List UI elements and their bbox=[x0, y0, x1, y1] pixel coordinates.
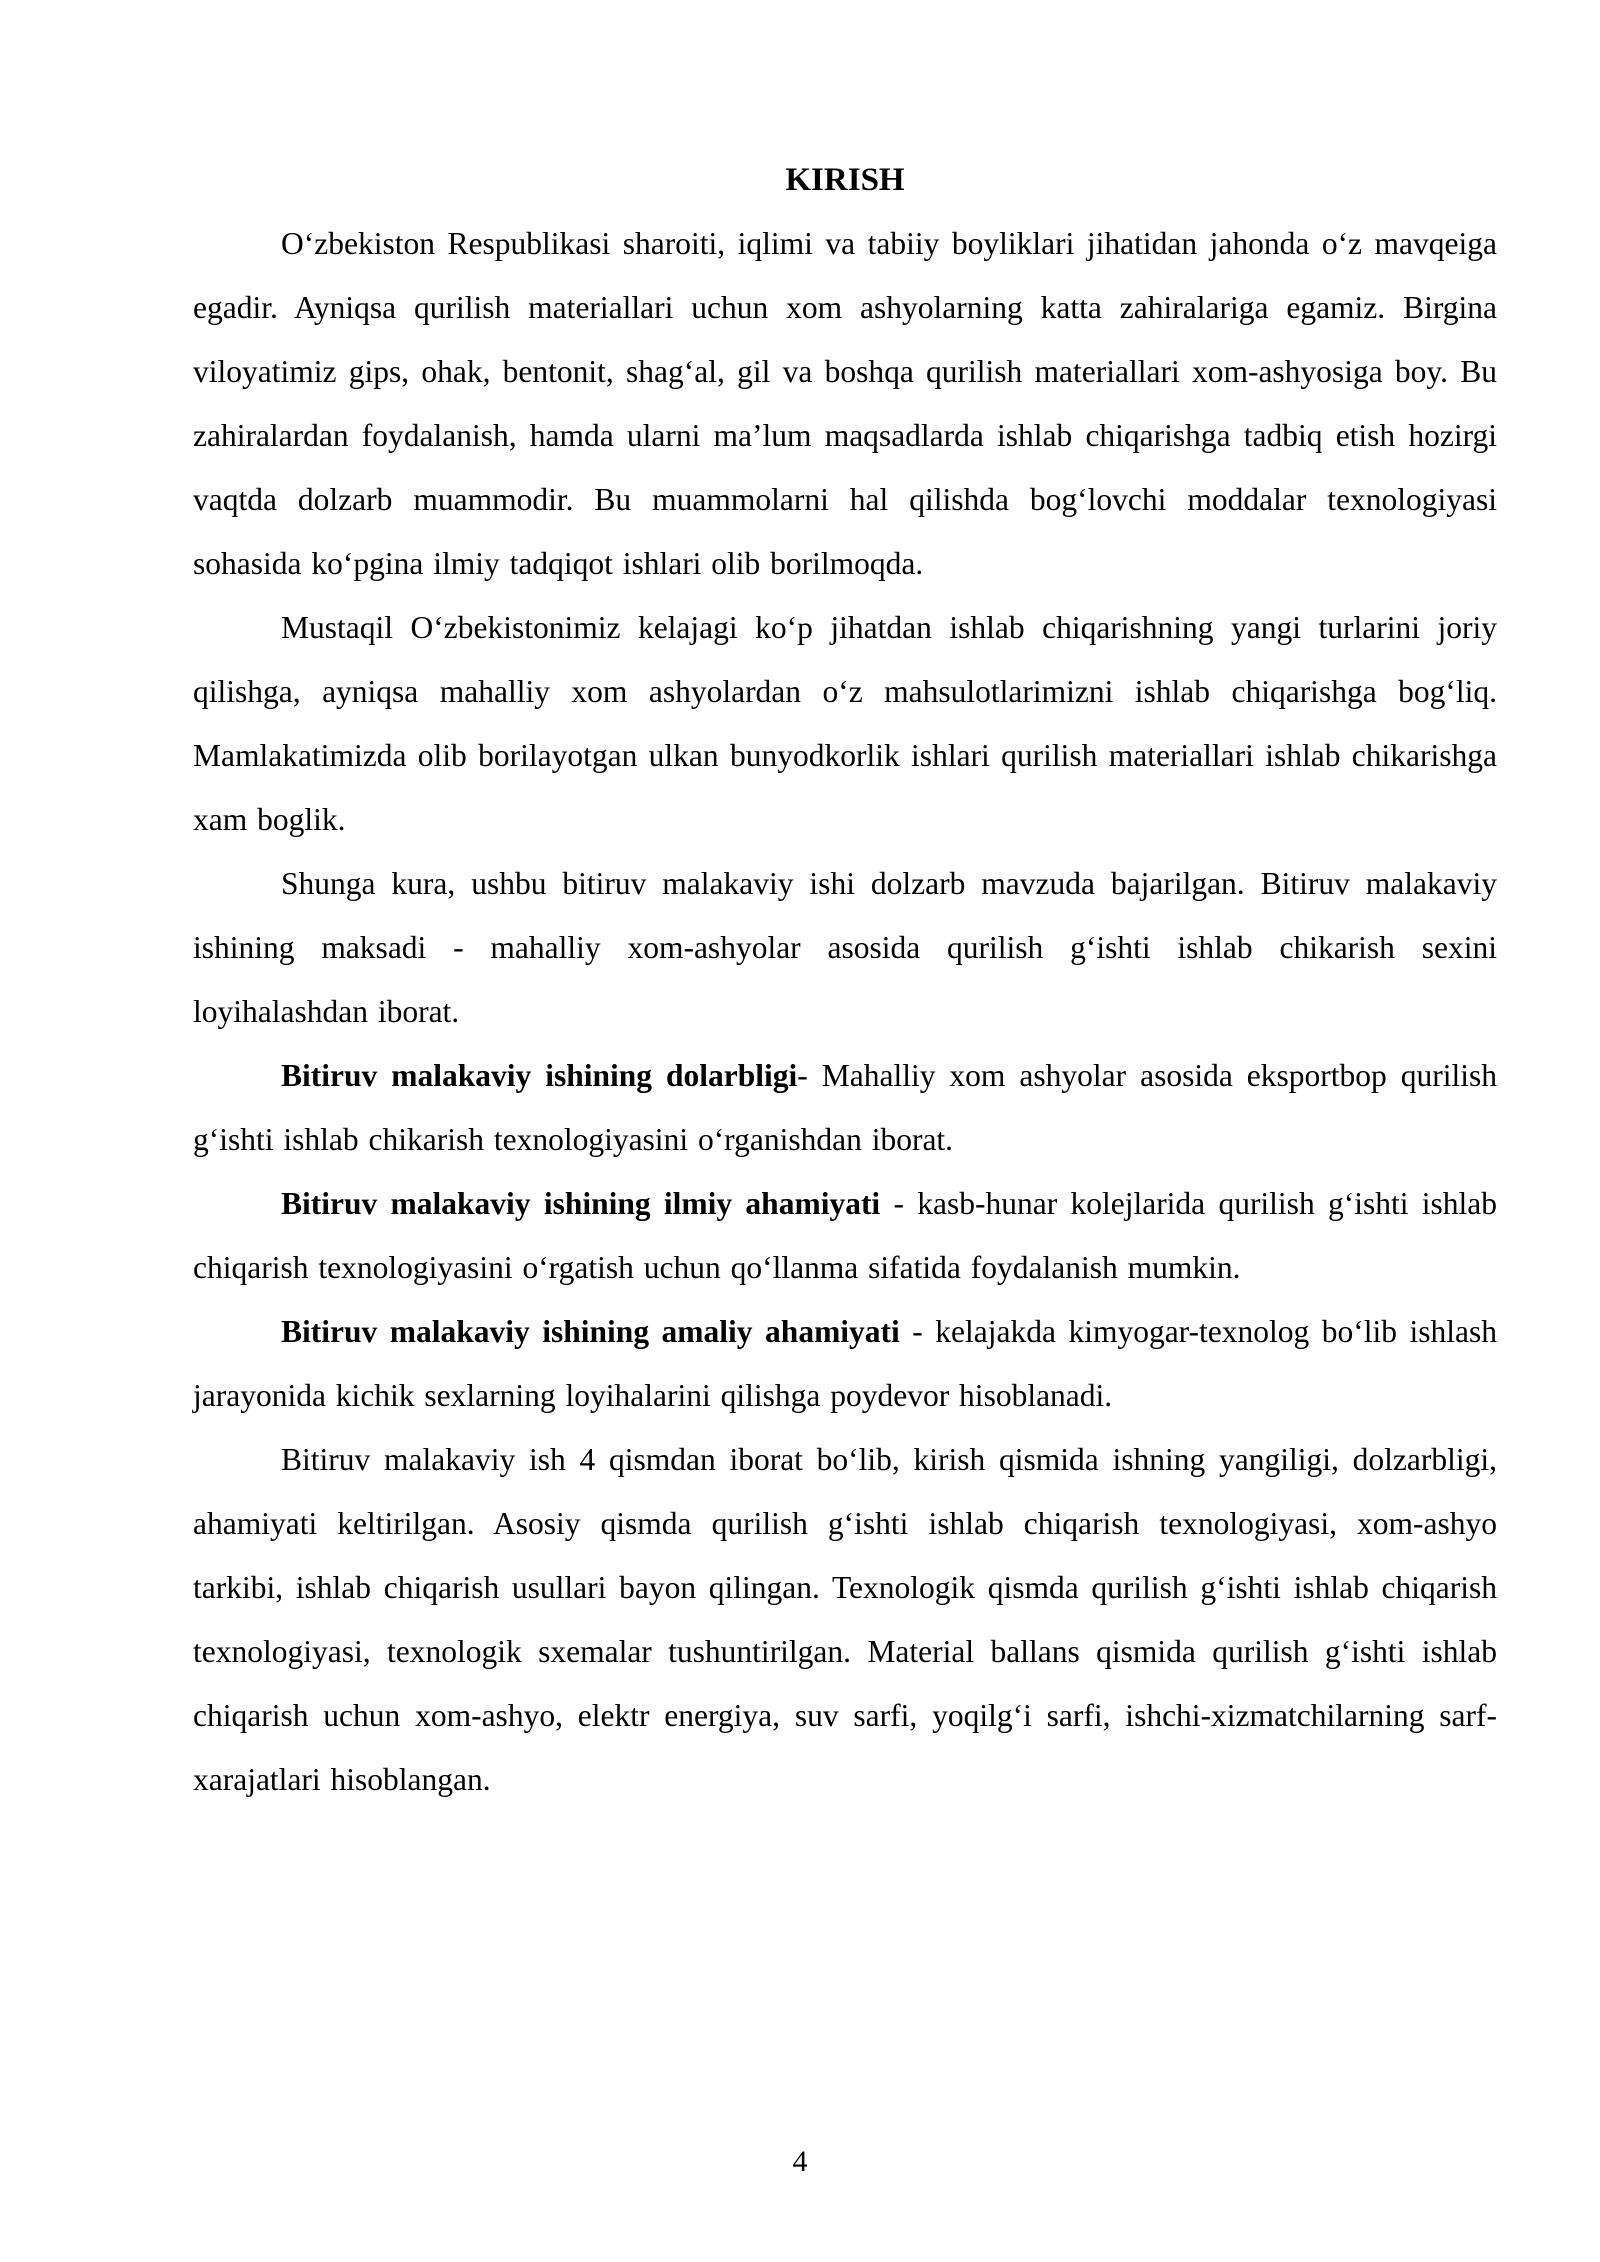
paragraph: Bitiruv malakaviy ish 4 qismdan iborat boʻlib, kirish qismida ishning yangiligi, dolzarbligi, ahamiyati keltirilgan. Asosiy qismda qurilish gʻishti ishlab chiqarish texnologiyasi, xom-ashyo tarkibi, ishlab chiqarish usullari bayon qilingan. Texnologik qismda qurilish gʻishti ishlab chiqarish texnologiyasi, texnologik sxemalar tushuntirilgan. Material ballans qismida qurilish gʻishti ishlab chiqarish uchun xom-ashyo, elektr energiya, suv sarfi, yoqilgʻi sarfi, ishchi-xizmatchilarning sarf-xarajatlari hisoblangan. bbox=[193, 1442, 1497, 1797]
paragraph-bold-lead: Bitiruv malakaviy ishining ilmiy ahamiyati bbox=[281, 1186, 881, 1221]
page-title: KIRISH bbox=[785, 162, 905, 198]
paragraph bbox=[193, 1044, 1497, 1172]
paragraph-text: - kelajakda kimyogar-texnolog boʻlib ishlash jarayonida kichik sexlarning loyihalarini qilishga poydevor hisoblanadi. bbox=[193, 1314, 1497, 1413]
paragraph: Mustaqil Oʻzbekistonimiz kelajagi koʻp jihatdan ishlab chiqarishning yangi turlarini joriy qilishga, ayniqsa mahalliy xom ashyolardan oʻz mahsulotlarimizni ishlab chiqarishga bogʻliq. Mamlakatimizda olib borilayotgan ulkan bunyodkorlik ishlari qurilish materiallari ishlab chikarishga xam boglik. bbox=[193, 610, 1497, 837]
paragraph-bold-lead: Bitiruv malakaviy ishining dolarbligi bbox=[281, 1058, 798, 1093]
paragraph-text: - Mahalliy xom ashyolar asosida eksportbop qurilish gʻishti ishlab chikarish texnologiyasini oʻrganishdan iborat. bbox=[193, 1058, 1497, 1157]
paragraph-bold-lead: Bitiruv malakaviy ishining amaliy ahamiyati bbox=[281, 1314, 900, 1349]
paragraph: Oʻzbekiston Respublikasi sharoiti, iqlimi va tabiiy boyliklari jihatidan jahonda oʻz mavqeiga egadir. Ayniqsa qurilish materiallari uchun xom ashyolarning katta zahiralariga egamiz. Birgina viloyatimiz gips, ohak, bentonit, shagʻal, gil va boshqa qurilish materiallari xom-ashyosiga boy. Bu zahiralardan foydalanish, hamda ularni ma’lum maqsadlarda ishlab chiqarishga tadbiq etish hozirgi vaqtda dolzarb muammodir. Bu muammolarni hal qilishda bogʻlovchi moddalar texnologiyasi sohasida koʻpgina ilmiy tadqiqot ishlari olib borilmoqda. bbox=[193, 226, 1497, 581]
paragraph-text: - kasb-hunar kolejlarida qurilish gʻishti ishlab chiqarish texnologiyasini oʻrgatish uchun qoʻllanma sifatida foydalanish mumkin. bbox=[193, 1186, 1497, 1285]
paragraph: Shunga kura, ushbu bitiruv malakaviy ishi dolzarb mavzuda bajarilgan. Bitiruv malakaviy ishining maksadi - mahalliy xom-ashyolar asosida qurilish gʻishti ishlab chikarish sexini loyihalashdan iborat. bbox=[193, 866, 1497, 1029]
document-content bbox=[193, 148, 1497, 1812]
paragraph bbox=[193, 1172, 1497, 1300]
page-number: 4 bbox=[792, 2145, 808, 2178]
paragraph bbox=[193, 1300, 1497, 1428]
